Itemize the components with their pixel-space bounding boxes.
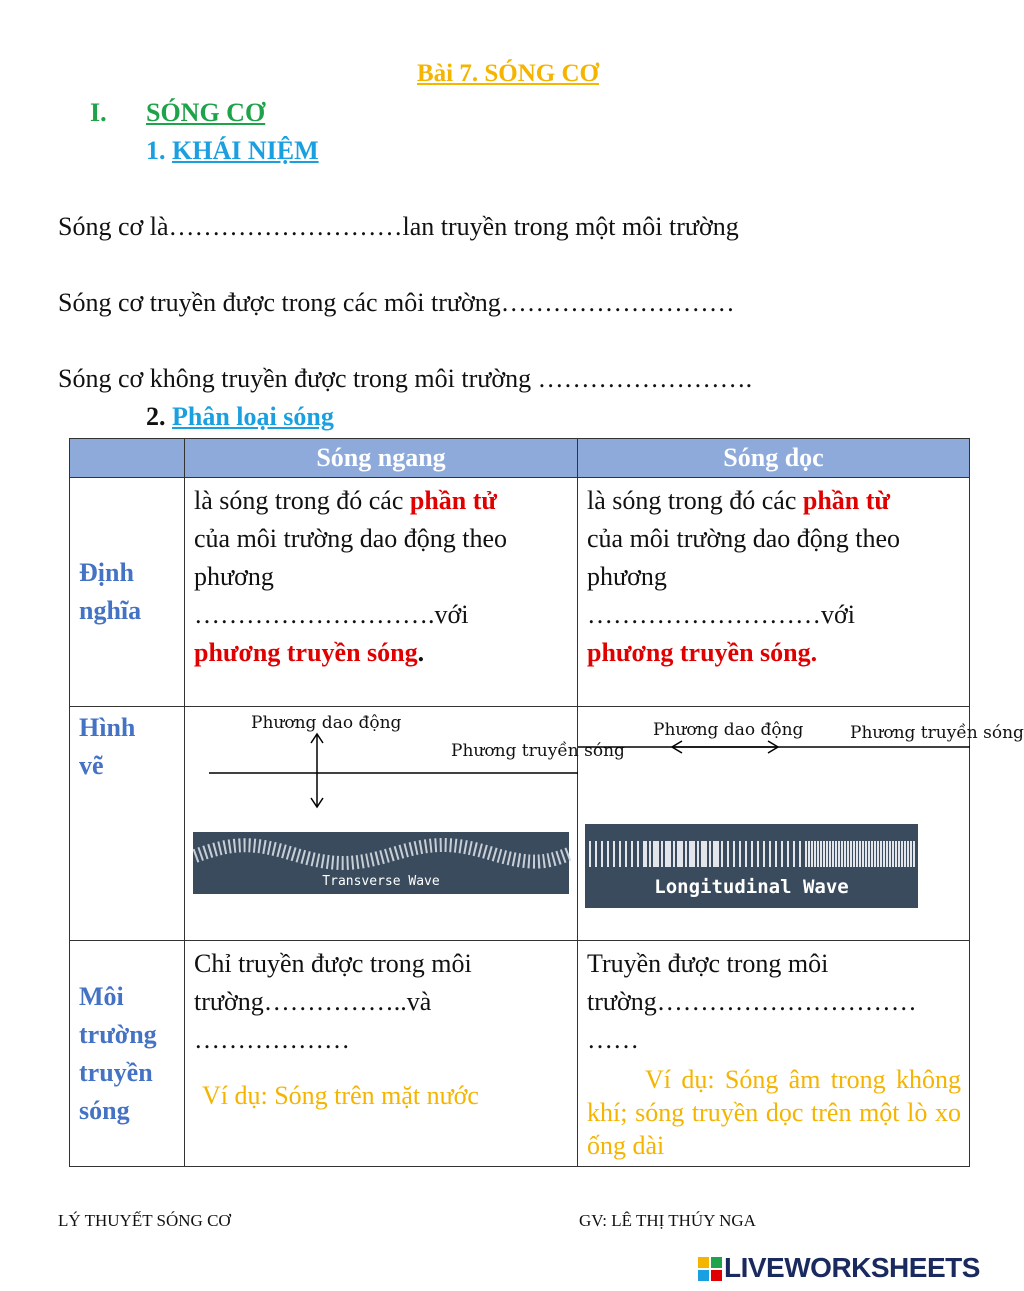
- figure-longitudinal: [578, 707, 1024, 941]
- medium-text: Truyền được trong môi: [587, 949, 829, 978]
- intro-line-media: Sóng cơ truyền được trong các môi trường………………………: [58, 288, 735, 317]
- liveworksheets-logo-icon: [698, 1257, 722, 1281]
- transverse-axes: [185, 707, 625, 817]
- row-header-figure: [70, 707, 185, 941]
- subsection-classification: [146, 402, 334, 432]
- definition-blank: ………………………với: [587, 600, 855, 629]
- intro-line-definition: Sóng cơ là………………………lan truyền trong một môi trường: [58, 212, 739, 241]
- definition-period: .: [417, 638, 425, 667]
- definition-emphasis: phần từ: [802, 486, 891, 515]
- medium-blank: ………………: [194, 1025, 350, 1054]
- subsection-concept: [146, 136, 319, 166]
- section-number: I.: [90, 98, 107, 127]
- definition-longitudinal: [578, 478, 970, 707]
- label-propagation-direction: Phương truyền sóng: [850, 723, 1024, 743]
- transverse-wave-caption: Transverse Wave: [322, 874, 440, 889]
- definition-blank: ……………………….với: [194, 600, 469, 629]
- medium-blank: trường…………………………: [587, 987, 917, 1016]
- definition-transverse: [185, 478, 578, 707]
- subsection-concept-title: KHÁI NIỆM: [172, 136, 319, 165]
- definition-emphasis: phương truyền sóng: [194, 638, 418, 667]
- figure-transverse: [185, 707, 625, 941]
- definition-text: của môi trường dao động theo: [587, 524, 901, 553]
- longitudinal-wave-image: [585, 824, 918, 908]
- definition-emphasis: phần tử: [409, 486, 498, 515]
- row-header-figure-label: Hình vẽ: [79, 713, 136, 780]
- definition-text: của môi trường dao động theo: [194, 524, 508, 553]
- example-longitudinal: Ví dụ: Sóng âm trong không khí; sóng truyền dọc trên một lò xo ống dài: [587, 1065, 961, 1160]
- subsection-concept-number: 1.: [146, 136, 166, 165]
- subsection-classification-title: Phân loại sóng: [172, 402, 334, 431]
- medium-blank: ……: [587, 1025, 639, 1054]
- table-corner: [70, 439, 185, 478]
- footer-teacher: GV: LÊ THỊ THÚY NGA: [579, 1211, 756, 1230]
- longitudinal-wave-caption: Longitudinal Wave: [654, 876, 849, 898]
- definition-text: là sóng trong đó các: [194, 486, 410, 515]
- definition-text: là sóng trong đó các: [587, 486, 803, 515]
- medium-transverse: [185, 941, 578, 1167]
- column-header-longitudinal: Sóng dọc: [578, 439, 970, 478]
- subsection-classification-number: 2.: [146, 402, 166, 431]
- label-oscillation-direction: Phương dao động: [251, 713, 402, 733]
- column-header-transverse: Sóng ngang: [185, 439, 578, 478]
- medium-longitudinal: [578, 941, 970, 1167]
- definition-text: phương: [587, 562, 667, 591]
- intro-line-no-media: Sóng cơ không truyền được trong môi trường …………………….: [58, 364, 753, 393]
- page-title: Bài 7. SÓNG CƠ: [417, 60, 599, 87]
- row-header-medium-label: Môi trường truyền sóng: [79, 981, 157, 1125]
- definition-text: phương: [194, 562, 274, 591]
- medium-blank: trường……………..và: [194, 987, 432, 1016]
- liveworksheets-logo-text[interactable]: LIVEWORKSHEETS: [724, 1252, 980, 1283]
- row-header-definition: Định nghĩa: [70, 478, 185, 707]
- longitudinal-axes: [578, 707, 1024, 767]
- transverse-wave-image: [193, 832, 569, 894]
- example-transverse: Ví dụ: Sóng trên mặt nước: [202, 1081, 479, 1110]
- medium-text: Chỉ truyền được trong môi: [194, 949, 472, 978]
- label-oscillation-direction: Phương dao động: [653, 720, 804, 740]
- wave-comparison-table: [69, 438, 1024, 1167]
- footer-topic: LÝ THUYẾT SÓNG CƠ: [58, 1211, 231, 1230]
- label-propagation-direction: Phương truyền sóng: [451, 741, 625, 761]
- section-title: SÓNG CƠ: [146, 98, 266, 127]
- definition-emphasis: phương truyền sóng.: [587, 638, 818, 667]
- row-header-medium: [70, 941, 185, 1167]
